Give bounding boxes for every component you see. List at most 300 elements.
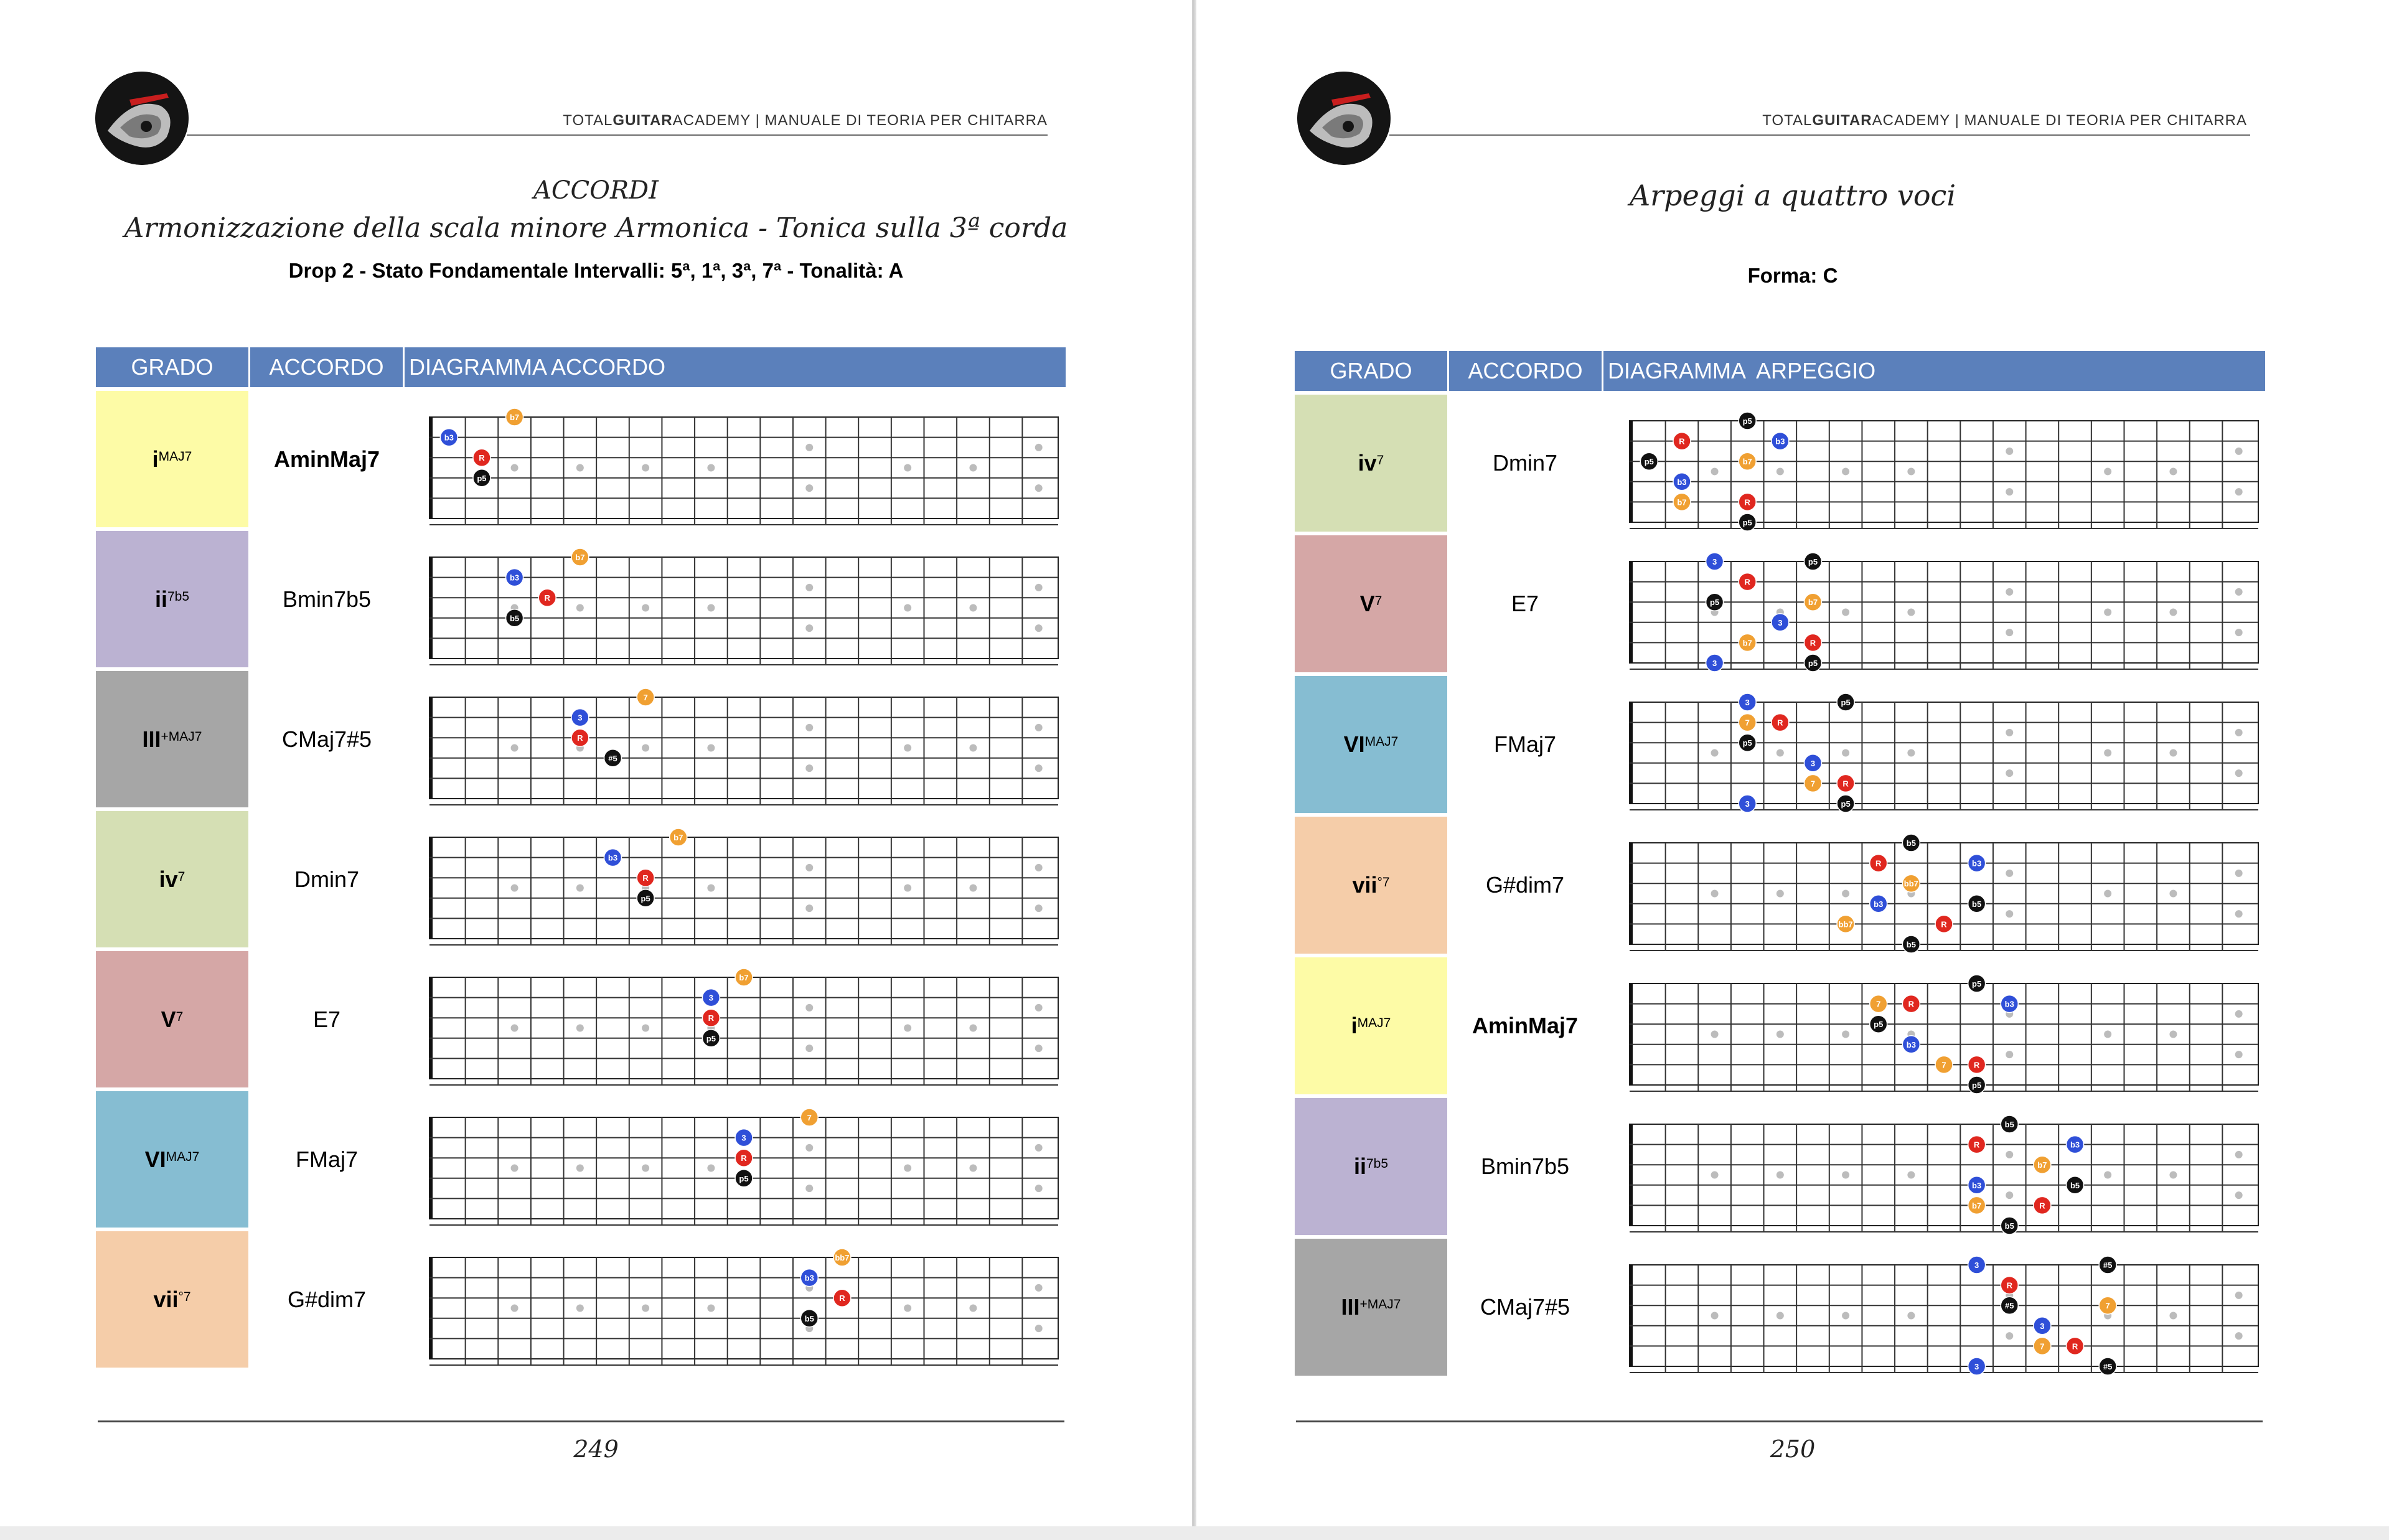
note-interval-label: 7: [1941, 1060, 1946, 1070]
fretboard-diagram: [423, 1245, 1064, 1379]
note-dot: [1804, 654, 1821, 672]
note-dot: [1968, 1256, 1986, 1274]
note-interval-label: p5: [1709, 598, 1720, 608]
note-dot: [1673, 493, 1691, 510]
fretboard-frame: [429, 977, 1058, 1079]
fret-marker: [1842, 890, 1849, 898]
fret-marker: [1842, 749, 1849, 757]
fret-marker: [2006, 1151, 2013, 1158]
fret-marker: [969, 464, 977, 472]
note-interval-label: p5: [706, 1033, 716, 1043]
fret-marker: [2104, 609, 2111, 616]
fret-marker: [2169, 749, 2177, 757]
fret-marker: [805, 444, 813, 451]
fret-marker: [1711, 1312, 1719, 1320]
note-interval-label: p5: [1644, 457, 1654, 467]
fret-marker: [2235, 1051, 2243, 1058]
note-dot: [1968, 1056, 1986, 1073]
note-interval-label: #5: [2103, 1362, 2113, 1371]
note-dot: [1804, 774, 1821, 792]
note-interval-label: R: [577, 733, 583, 743]
fret-marker: [805, 484, 813, 492]
fretboard-nut: [429, 977, 433, 1079]
fret-marker: [2006, 588, 2013, 596]
header-divider: [187, 134, 1048, 136]
fretboard-diagram: [1623, 1112, 2265, 1246]
fret-marker: [576, 604, 584, 612]
fret-marker: [576, 1025, 584, 1032]
note-interval-label: bb7: [835, 1253, 850, 1262]
fretboard-frame: [1630, 421, 2258, 522]
note-dot: [440, 429, 458, 446]
fret-marker: [904, 885, 911, 892]
fret-marker: [904, 604, 911, 612]
viewer-bottom-edge: [0, 1526, 2389, 1540]
academy-logo: [95, 72, 189, 165]
note-dot: [833, 1289, 851, 1307]
note-dot: [571, 548, 589, 566]
degree-cell: [96, 1091, 248, 1228]
fret-marker: [969, 604, 977, 612]
note-interval-label: b3: [509, 573, 520, 583]
note-interval-label: p5: [1808, 659, 1818, 668]
note-dot: [1968, 855, 1986, 872]
fretboard-nut: [1630, 843, 1633, 944]
fretboard-nut: [429, 417, 433, 519]
note-interval-label: R: [1973, 1060, 1980, 1070]
degree-label: V: [1359, 591, 1375, 616]
fret-marker: [1907, 1171, 1915, 1179]
note-dot: [1902, 936, 1920, 953]
note-interval-label: p5: [1841, 698, 1851, 707]
note-interval-label: R: [2006, 1280, 2012, 1290]
note-interval-label: 7: [1810, 779, 1816, 789]
fret-marker: [2235, 910, 2243, 918]
fret-marker: [511, 885, 519, 892]
note-dot: [571, 729, 589, 746]
fret-marker: [2006, 1332, 2013, 1340]
note-dot: [1837, 915, 1854, 932]
left-page: [0, 0, 1192, 1540]
fret-marker: [1035, 624, 1043, 632]
note-dot: [702, 1030, 720, 1047]
note-dot: [1837, 795, 1854, 812]
note-interval-label: 3: [578, 713, 583, 723]
degree-cell: [96, 951, 248, 1087]
chord-name: FMaj7: [295, 1146, 359, 1172]
note-interval-label: R: [2039, 1201, 2045, 1211]
fret-marker: [1035, 1185, 1043, 1192]
note-dot: [2001, 995, 2018, 1013]
note-interval-label: b5: [1906, 838, 1916, 848]
note-interval-label: b5: [2004, 1221, 2014, 1231]
fret-marker: [707, 604, 715, 612]
note-interval-label: 3: [1974, 1261, 1979, 1270]
degree-cell: [1295, 957, 1447, 1094]
degree-label: VI: [144, 1146, 166, 1172]
note-dot: [473, 449, 490, 466]
degree-quality: °7: [1377, 875, 1390, 890]
note-interval-label: bb7: [1903, 879, 1918, 889]
fret-marker: [2235, 448, 2243, 455]
note-interval-label: p5: [1742, 738, 1752, 748]
chord-name: G#dim7: [287, 1286, 367, 1312]
column-header-accordo: ACCORDO: [1468, 358, 1583, 383]
note-interval-label: p5: [739, 1173, 749, 1183]
note-interval-label: p5: [1742, 416, 1752, 426]
note-dot: [1902, 834, 1920, 852]
fret-marker: [642, 1025, 649, 1032]
note-interval-label: b3: [1906, 1040, 1916, 1049]
fret-marker: [2169, 468, 2177, 476]
fret-marker: [1711, 1031, 1719, 1038]
note-dot: [506, 569, 523, 586]
fret-marker: [1035, 724, 1043, 731]
note-interval-label: 3: [1745, 698, 1750, 707]
note-interval-label: b7: [1677, 497, 1687, 507]
fret-marker: [969, 1165, 977, 1172]
fretboard-nut: [429, 557, 433, 659]
note-interval-label: b3: [2004, 999, 2014, 1009]
chord-name: Bmin7b5: [282, 586, 372, 612]
note-dot: [1739, 514, 1756, 531]
fret-marker: [1035, 1325, 1043, 1332]
degree-quality: MAJ7: [166, 1149, 200, 1164]
note-dot: [735, 969, 753, 986]
note-interval-label: b7: [575, 553, 585, 562]
note-dot: [1772, 714, 1789, 731]
note-interval-label: bb7: [1838, 919, 1853, 929]
note-interval-label: 3: [2040, 1321, 2045, 1331]
note-dot: [1968, 1196, 1986, 1214]
fretboard-frame: [1630, 1265, 2258, 1366]
note-interval-label: b7: [1972, 1201, 1982, 1211]
note-dot: [702, 989, 720, 1007]
note-dot: [2001, 1115, 2018, 1133]
degree-quality: +MAJ7: [161, 729, 202, 744]
degree-label: III: [142, 726, 161, 752]
note-dot: [637, 869, 654, 886]
fret-marker: [969, 885, 977, 892]
degree-cell: [96, 391, 248, 527]
note-dot: [1870, 895, 1887, 913]
fret-marker: [1776, 890, 1784, 898]
fretboard-frame: [429, 417, 1058, 519]
note-interval-label: b7: [2037, 1160, 2047, 1170]
note-interval-label: R: [1679, 436, 1685, 446]
fret-marker: [1776, 749, 1784, 757]
fret-marker: [2235, 588, 2243, 596]
degree-label: vii: [1352, 872, 1378, 898]
form-label: Forma: C: [1747, 264, 1838, 287]
fret-marker: [642, 1305, 649, 1312]
note-interval-label: R: [1908, 999, 1915, 1009]
chord-name: E7: [312, 1006, 341, 1032]
note-interval-label: b7: [509, 413, 520, 422]
degree-cell: [1295, 1098, 1447, 1235]
column-header-grado: GRADO: [131, 354, 214, 380]
fret-marker: [2235, 1151, 2243, 1158]
academy-logo: [1297, 72, 1391, 165]
note-dot: [1673, 473, 1691, 491]
fretboard-diagram: [1623, 408, 2265, 542]
fret-marker: [2104, 890, 2111, 898]
fret-marker: [2104, 1171, 2111, 1179]
fret-marker: [1776, 1312, 1784, 1320]
degree-quality: °7: [178, 1289, 191, 1304]
fret-marker: [1035, 484, 1043, 492]
degree-label: i: [152, 446, 159, 472]
fret-marker: [2006, 870, 2013, 877]
note-dot: [2034, 1156, 2051, 1173]
fret-marker: [904, 1165, 911, 1172]
fretboard-frame: [429, 1257, 1058, 1359]
page-number: 250: [1770, 1435, 1816, 1463]
fret-marker: [1907, 468, 1915, 476]
note-dot: [735, 1170, 753, 1187]
fretboard-diagram: [1623, 549, 2265, 683]
note-dot: [2001, 1297, 2018, 1314]
fret-marker: [1842, 1171, 1849, 1179]
fretboard-nut: [1630, 1265, 1633, 1366]
fret-marker: [805, 764, 813, 772]
note-interval-label: b7: [739, 973, 749, 982]
fret-marker: [2006, 910, 2013, 918]
fret-marker: [2006, 448, 2013, 455]
note-interval-label: #5: [2103, 1261, 2113, 1270]
fretboard-diagram: [1623, 971, 2265, 1105]
fretboard-nut: [429, 837, 433, 939]
note-dot: [1968, 1358, 1986, 1375]
chord-name: CMaj7#5: [1480, 1294, 1570, 1320]
fret-marker: [1035, 444, 1043, 451]
table-header: [1295, 351, 2265, 391]
note-dot: [1640, 453, 1658, 470]
fret-marker: [805, 1004, 813, 1012]
fret-marker: [642, 1165, 649, 1172]
fret-marker: [2104, 749, 2111, 757]
note-dot: [2099, 1297, 2116, 1314]
degree-label: iv: [1358, 450, 1377, 476]
note-dot: [1870, 995, 1887, 1013]
fret-marker: [2235, 729, 2243, 736]
header-brand: TOTALGUITARACADEMY | MANUALE DI TEORIA PER CHITARRA: [563, 112, 1048, 129]
fretboard-frame: [1630, 1124, 2258, 1226]
note-dot: [1902, 1036, 1920, 1053]
fret-marker: [1842, 468, 1849, 476]
note-interval-label: R: [544, 593, 550, 603]
note-dot: [1739, 412, 1756, 430]
note-interval-label: b5: [1972, 899, 1982, 909]
fret-marker: [2235, 488, 2243, 495]
degree-quality: 7: [1374, 594, 1382, 608]
note-dot: [1673, 433, 1691, 450]
note-dot: [604, 749, 621, 767]
note-interval-label: p5: [1742, 518, 1752, 527]
note-dot: [1804, 634, 1821, 651]
note-interval-label: p5: [1874, 1020, 1884, 1030]
note-dot: [571, 709, 589, 726]
fretboard-frame: [429, 837, 1058, 939]
fret-marker: [1711, 1171, 1719, 1179]
fret-marker: [576, 885, 584, 892]
note-dot: [1837, 693, 1854, 711]
note-interval-label: b3: [608, 853, 618, 863]
note-dot: [1739, 714, 1756, 731]
note-interval-label: p5: [1841, 799, 1851, 809]
degree-quality: 7: [176, 1009, 184, 1024]
fret-marker: [805, 624, 813, 632]
note-dot: [1968, 895, 1986, 913]
note-dot: [735, 1149, 753, 1167]
note-interval-label: b3: [1874, 899, 1884, 909]
note-interval-label: b3: [444, 433, 454, 443]
note-dot: [1968, 1076, 1986, 1094]
fret-marker: [969, 1025, 977, 1032]
note-interval-label: R: [839, 1294, 845, 1303]
degree-cell: [96, 531, 248, 667]
note-interval-label: b5: [1906, 940, 1916, 949]
note-dot: [1968, 975, 1986, 992]
fret-marker: [1907, 609, 1915, 616]
fretboard-diagram: [1623, 1252, 2265, 1386]
note-interval-label: b3: [804, 1273, 814, 1283]
column-header-diagramma: DIAGRAMMA ACCORDO: [409, 354, 666, 380]
note-dot: [1739, 693, 1756, 711]
guitar-logo-icon: [95, 72, 189, 165]
note-interval-label: 3: [741, 1133, 746, 1143]
fret-marker: [2169, 1312, 2177, 1320]
page-subtitle: Armonizzazione della scala minore Armonica - Tonica sulla 3ª corda: [124, 212, 1068, 244]
note-dot: [1870, 855, 1887, 872]
note-dot: [637, 890, 654, 907]
degree-label: iv: [159, 866, 178, 892]
note-dot: [1739, 493, 1756, 510]
note-interval-label: R: [1777, 718, 1783, 728]
note-interval-label: b5: [2070, 1180, 2080, 1190]
note-interval-label: 7: [807, 1113, 812, 1122]
chord-name: CMaj7#5: [281, 726, 372, 752]
note-dot: [1706, 593, 1724, 611]
fret-marker: [969, 744, 977, 752]
page-number: 249: [573, 1435, 619, 1463]
fret-marker: [2235, 1191, 2243, 1199]
note-dot: [1772, 614, 1789, 631]
fret-marker: [1035, 1045, 1043, 1052]
chord-name: Dmin7: [1492, 450, 1558, 476]
degree-cell: [96, 811, 248, 947]
fretboard-nut: [1630, 1124, 1633, 1226]
fret-marker: [805, 724, 813, 731]
note-dot: [1804, 593, 1821, 611]
note-interval-label: 3: [1778, 617, 1783, 627]
note-interval-label: p5: [1972, 979, 1982, 988]
fret-marker: [805, 584, 813, 591]
note-dot: [1837, 774, 1854, 792]
chord-name: FMaj7: [1493, 731, 1557, 757]
fretboard-frame: [429, 557, 1058, 659]
note-dot: [800, 1310, 818, 1327]
note-dot: [637, 688, 654, 706]
degree-label: VI: [1343, 731, 1365, 757]
note-interval-label: R: [1973, 1140, 1980, 1150]
degree-cell: [1295, 395, 1447, 532]
note-dot: [506, 408, 523, 426]
fret-marker: [2235, 1010, 2243, 1018]
fret-marker: [576, 464, 584, 472]
fret-marker: [2006, 488, 2013, 495]
chord-info: Drop 2 - Stato Fondamentale Intervalli: 5ª, 1ª, 3ª, 7ª - Tonalità: A: [288, 259, 904, 282]
fret-marker: [2235, 629, 2243, 636]
degree-cell: [1295, 676, 1447, 813]
note-dot: [1870, 1015, 1887, 1033]
fretboard-diagram: [423, 685, 1064, 819]
fretboard-diagram: [423, 825, 1064, 959]
header-brand: TOTALGUITARACADEMY | MANUALE DI TEORIA PER CHITARRA: [1762, 112, 2247, 129]
fret-marker: [2006, 629, 2013, 636]
fret-marker: [511, 1025, 519, 1032]
fret-marker: [2169, 609, 2177, 616]
degree-cell: [1295, 817, 1447, 954]
fret-marker: [2104, 468, 2111, 476]
degree-quality: MAJ7: [1364, 735, 1399, 749]
footer-divider: [98, 1420, 1064, 1422]
note-interval-label: 3: [1810, 758, 1816, 768]
note-interval-label: 3: [708, 993, 713, 1003]
note-dot: [1739, 573, 1756, 591]
fret-marker: [642, 744, 649, 752]
fretboard-nut: [1630, 984, 1633, 1085]
guitar-logo-icon: [1297, 72, 1391, 165]
fret-marker: [1035, 904, 1043, 912]
fret-marker: [2006, 729, 2013, 736]
fretboard-diagram: [423, 965, 1064, 1099]
fret-marker: [2006, 1191, 2013, 1199]
fret-marker: [1035, 864, 1043, 871]
fret-marker: [904, 464, 911, 472]
fretboard-diagram: [1623, 830, 2265, 964]
degree-cell: [1295, 1239, 1447, 1376]
fret-marker: [904, 1305, 911, 1312]
fret-marker: [2169, 1031, 2177, 1038]
note-dot: [833, 1249, 851, 1266]
degree-cell: [1295, 535, 1447, 672]
note-dot: [1706, 553, 1724, 570]
note-interval-label: R: [2072, 1341, 2078, 1351]
note-dot: [2099, 1358, 2116, 1375]
note-interval-label: #5: [608, 753, 617, 763]
note-interval-label: R: [642, 873, 649, 883]
fret-marker: [707, 885, 715, 892]
fret-marker: [2169, 1171, 2177, 1179]
fret-marker: [969, 1305, 977, 1312]
note-interval-label: b5: [509, 613, 520, 623]
note-dot: [2067, 1136, 2084, 1153]
note-dot: [538, 589, 556, 606]
chord-name: G#dim7: [1485, 872, 1565, 898]
note-interval-label: b7: [1742, 457, 1752, 467]
note-interval-label: R: [1941, 919, 1947, 929]
note-interval-label: 7: [643, 693, 648, 702]
fretboard-frame: [1630, 561, 2258, 663]
fret-marker: [2104, 1031, 2111, 1038]
fretboard-frame: [1630, 702, 2258, 804]
fret-marker: [642, 464, 649, 472]
degree-quality: MAJ7: [158, 449, 192, 464]
fret-marker: [2235, 769, 2243, 777]
note-dot: [1804, 754, 1821, 772]
note-dot: [1772, 433, 1789, 450]
